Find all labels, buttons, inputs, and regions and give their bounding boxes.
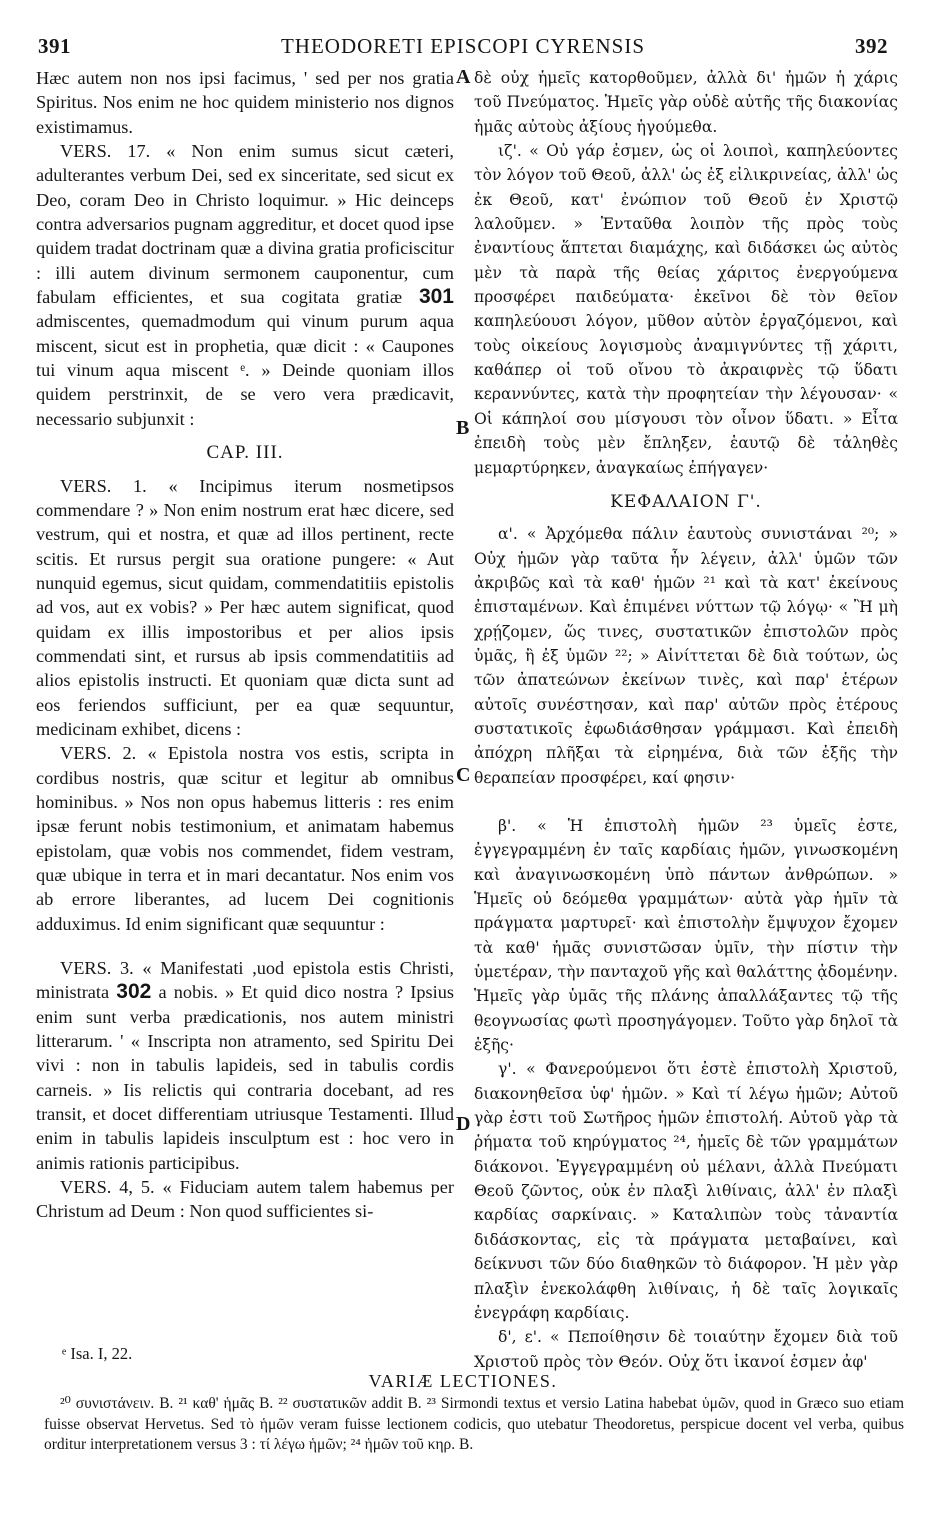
latin-text: VERS. 3. « Manifestati ,uod epistola estis Christi, ministrata bbox=[36, 958, 454, 1003]
latin-paragraph bbox=[36, 139, 454, 431]
latin-text: VERS. 17. « Non enim sumus sicut cæteri, adulterantes verbum Dei, sed ex sinceritate, sed sicut ex Deo, coram Deo in Christo loquimur. » Hic deinceps contra adversarios pugnam aggreditur, et docet quod ipse quidem tradat doctrinam quæ a divina gratia proficiscitur : illi autem divinum sermonem cauponentur, cum fabulam efficientes, et sua cogitata gratiæ bbox=[36, 141, 454, 308]
latin-paragraph: VERS. 1. « Incipimus iterum nosmetipsos commendare ? » Non enim nostrum erat hæc dicere, sed vestrum, qui et nostra, et quæ ad illos pertinent, recte scitis. Et rursus pergit sua oratione pungere: « Aut nunquid egemus, sicut quidam, commendatitiis epistolis ad vos, aut ex vobis? » Per hæc autem significat, quod quidam ex illis impostoribus et per alios ipsis commendati sint, et rursus ab ipsis commendatitiis ad alios epistolis instructi. Et quoniam quæ dicta sunt ad eos feriendos sufficiunt, per ea quæ sequuntur, medicinam exhibet, dicens : bbox=[36, 475, 454, 739]
latin-paragraph: Hæc autem non nos ipsi facimus, ' sed per nos gratia Spiritus. Nos enim ne hoc quidem ministerio nos dignos existimamus. bbox=[36, 68, 454, 137]
margin-letter-d: D bbox=[456, 1113, 471, 1135]
greek-paragraph: δὲ οὐχ ἡμεῖς κατορθοῦμεν, ἀλλὰ δι' ἡμῶν ἡ χάρις τοῦ Πνεύματος. Ἡμεῖς γὰρ οὐδὲ αὐτῆς τῆς διακονίας ἡμᾶς αὐτοὺς ἀξίους ἡγούμεθα. bbox=[474, 69, 898, 136]
spacer bbox=[36, 936, 454, 956]
greek-paragraph: γ'. « Φανερούμενοι ὅτι ἐστὲ ἐπιστολὴ Χριστοῦ, διακονηθεῖσα ὑφ' ἡμῶν. » Καὶ τί λέγω ἡμῶν; Αὐτοῦ γὰρ ἐστι τοῦ Σωτῆρος ἡμῶν ἐπιστολή. Αὐτοῦ γὰρ τὰ ῥήματα τοῦ κηρύγματος ²⁴, ἡμεῖς δὲ τῶν γραμμάτων διάκονοι. Ἐγγεγραμμένη οὐ μέλανι, ἀλλὰ Πνεύματι Θεοῦ ζῶντος, οὐκ ἐν πλαξὶ λιθίναις, ἀλλ' ἐν πλαξὶ καρδίας σαρκίναις. » Καταλιπὼν τοὺς τἀναντία διδάσκοντας, εἰς τὰ πράγματα μεταβαίνει, καὶ δείκνυσι τῶν δύο διαθηκῶν τὸ διάφορον. Ἡ μὲν γὰρ πλαξὶν ἐνεκολάφθη λιθίναις, ἡ δὲ ταῖς λογικαῖς ἐνεγράφη καρδίαις. bbox=[474, 1060, 898, 1322]
margin-letter-b: B bbox=[456, 417, 470, 439]
variae-lectiones-title: VARIÆ LECTIONES. bbox=[368, 1371, 558, 1391]
greek-paragraph: ιζ'. « Οὐ γάρ ἐσμεν, ὡς οἱ λοιποὶ, καπηλεύοντες τὸν λόγον τοῦ Θεοῦ, ἀλλ' ὡς ἐξ εἰλικρινείας, ἀλλ' ὡς ἐκ Θεοῦ, κατ' ἐνώπιον τοῦ Θεοῦ ἐν Χριστῷ λαλοῦμεν. » Ἐνταῦθα λοιπὸν τῆς πρὸς τοὺς ἐναντίους ἅπτεται διαμάχης, καὶ διδάσκει ὡς αὐτὸς μὲν τὰ παρὰ τῆς θείας χάριτος ἐνεργούμενα προσφέρει παιδεύματα· ἐκεῖνοι δὲ τὸν θεῖον καπηλεύουσι λόγον, μῦθον αὐτὸν ἐργαζόμενοι, καὶ τοὺς οἰκείους λογισμοὺς ἀναμιγνύντες τῇ χάριτι, καθάπερ οἱ τοῦ οἴνου τὸ ἀκραιφνὲς τῷ ὕδατι κεραννύντες, κατὰ τὴν προφητείαν τὴν λέγουσαν· « Οἱ κάπηλοί σου μίσγουσι τὸν οἶνον ὕδατι. » Εἶτα ἐπειδὴ τοὺς μὲν ἔπληξεν, ἑαυτῷ δὲ τἀληθὲς μεμαρτύρηκεν, ἀναγκαίως ἐπήγαγεν· bbox=[474, 142, 898, 477]
variae-lectiones-paragraph: ²⁰ συνιστάνειν. B. ²¹ καθ' ἡμᾶς B. ²² συστατικῶν addit B. ²³ Sirmondi textus et versio Latina habebat ὑμῶν, quod in Græco suo etiam fuisse observat Hervetus. Sed τὸ ἡμῶν veram fuisse lectionem codicis, quo utebatur Theodoretus, perspicue docent vel verba, quibus orditur interpretationem versus 3 : τί λέγω ἡμῶν; ²⁴ ἡμῶν τοῦ κηρ. B. bbox=[44, 1395, 904, 1453]
column-number-301: 301 bbox=[418, 285, 454, 309]
page-number-right: 392 bbox=[855, 34, 888, 58]
latin-text: admiscentes, quemadmodum qui vinum purum aqua miscent, sicut est in prophetia, quæ dicit : « Caupones tui vinum aqua miscent ᵉ. » Deinde quoniam illos quidem perstrinxit, de se vero vera prædicavit, necessario subjunxit : bbox=[36, 311, 454, 429]
latin-column bbox=[36, 66, 454, 1224]
chapter-heading-latin: CAP. III. bbox=[206, 442, 284, 464]
margin-letter-a: A bbox=[456, 66, 471, 88]
variae-lectiones-text bbox=[44, 1394, 904, 1456]
spacer bbox=[474, 790, 898, 814]
page-number-left: 391 bbox=[38, 34, 71, 58]
greek-paragraph: δ', ε'. « Πεποίθησιν δὲ τοιαύτην ἔχομεν διὰ τοῦ Χριστοῦ πρὸς τὸν Θεόν. Οὐχ ὅτι ἱκανοί ἐσμεν ἀφ' bbox=[474, 1328, 898, 1371]
latin-paragraph: VERS. 2. « Epistola nostra vos estis, scripta in cordibus nostris, quæ scitur et legitur ab omnibus hominibus. » Nos non opus habemus litteris : res enim ipsæ ferunt nobis testimonium, et animatam habemus epistolam, quæ vobis nos commendet, fidem vestram, quæ ubique in terra et in mari decantatur. Nos enim vos ab errore liberantes, ad lucem Dei cognitionis adduximus. Id enim significant quæ sequuntur : bbox=[36, 743, 454, 934]
greek-paragraph: α'. « Ἀρχόμεθα πάλιν ἑαυτοὺς συνιστάναι ²⁰; » Οὐχ ἡμῶν γὰρ ταῦτα ἦν λέγειν, ἀλλ' ὑμῶν τῶν ἀκριβῶς καὶ τὰ καθ' ἡμῶν ²¹ καὶ τὰ κατ' ἐκείνους ἐπισταμένων. Καὶ ἐπιμένει νύττων τῷ λόγῳ· « Ἢ μὴ χρῄζομεν, ὥς τινες, συστατικῶν ἐπιστολῶν πρὸς ὑμᾶς, ἢ ἐξ ὑμῶν ²²; » Αἰνίττεται δὲ διὰ τούτων, ὡς τῶν ἀπατεώνων ἐκείνων τινὲς, καὶ παρ' ἑτέρων αὐτοῖς συνέστησαν, καὶ παρ' αὐτῶν πρὸς ἑτέρους συστατικοῖς ἐφωδιάσθησαν γράμμασι. Καὶ ἐπειδὴ ἀπόχρη πλῆξαι τὰ εἰρημένα, διὰ τῶν ἑξῆς τὴν θεραπείαν προσφέρει, καί φησιν· bbox=[474, 525, 898, 787]
running-title: THEODORETI EPISCOPI CYRENSIS bbox=[280, 34, 646, 58]
margin-letter-c: C bbox=[456, 764, 471, 786]
running-header bbox=[30, 34, 896, 64]
column-number-302: 302 bbox=[116, 980, 152, 1004]
latin-paragraph bbox=[36, 956, 454, 1175]
latin-paragraph: VERS. 4, 5. « Fiduciam autem talem habemus per Christum ad Deum : Non quod sufficientes si- bbox=[36, 1177, 454, 1222]
footnote: ᵉ Isa. I, 22. bbox=[62, 1344, 133, 1363]
latin-text: a nobis. » Et quid dico nostra ? Ipsius enim sunt verba prædicationis, nos autem ministri litterarum. ' « Inscripta non atramento, sed Spiritu Dei vivi : non in tabulis lapideis, sed in tabulis cordis carneis. » Iis relictis qui contraria docebant, ad res transit, et docet differentiam utriusque Testamenti. Illud enim in tabulis lapideis insculptum est : hoc vero in animis rationis participibus. bbox=[36, 982, 454, 1173]
chapter-heading-greek: ΚΕΦΑΛΑΙΟΝ Γ'. bbox=[610, 491, 762, 512]
greek-column bbox=[474, 66, 898, 1374]
greek-paragraph: β'. « Ἡ ἐπιστολὴ ἡμῶν ²³ ὑμεῖς ἐστε, ἐγγεγραμμένη ἐν ταῖς καρδίαις ἡμῶν, γινωσκομένη καὶ ἀναγινωσκομένη ὑπὸ πάντων ἀνθρώπων. » Ἡμεῖς οὐ δεόμεθα γραμμάτων· αὐτὰ γὰρ ἡμῖν τὰ πράγματα μαρτυρεῖ· καὶ ἐπιστολὴν ἔμψυχον ἔχομεν τὰ καθ' ἡμᾶς συνιστῶσαν ὑμῖν, τὴν πίστιν τὴν ὑμετέραν, τὴν πανταχοῦ γῆς καὶ θαλάττης ᾀδομένην. Ἡμεῖς γὰρ ὑμᾶς τῆς πλάνης ἀπαλλάξαντες τῷ τῆς θεογνωσίας φωτὶ προσηγάγομεν. Τοῦτο γὰρ δηλοῖ τὰ ἑξῆς· bbox=[474, 816, 898, 1055]
